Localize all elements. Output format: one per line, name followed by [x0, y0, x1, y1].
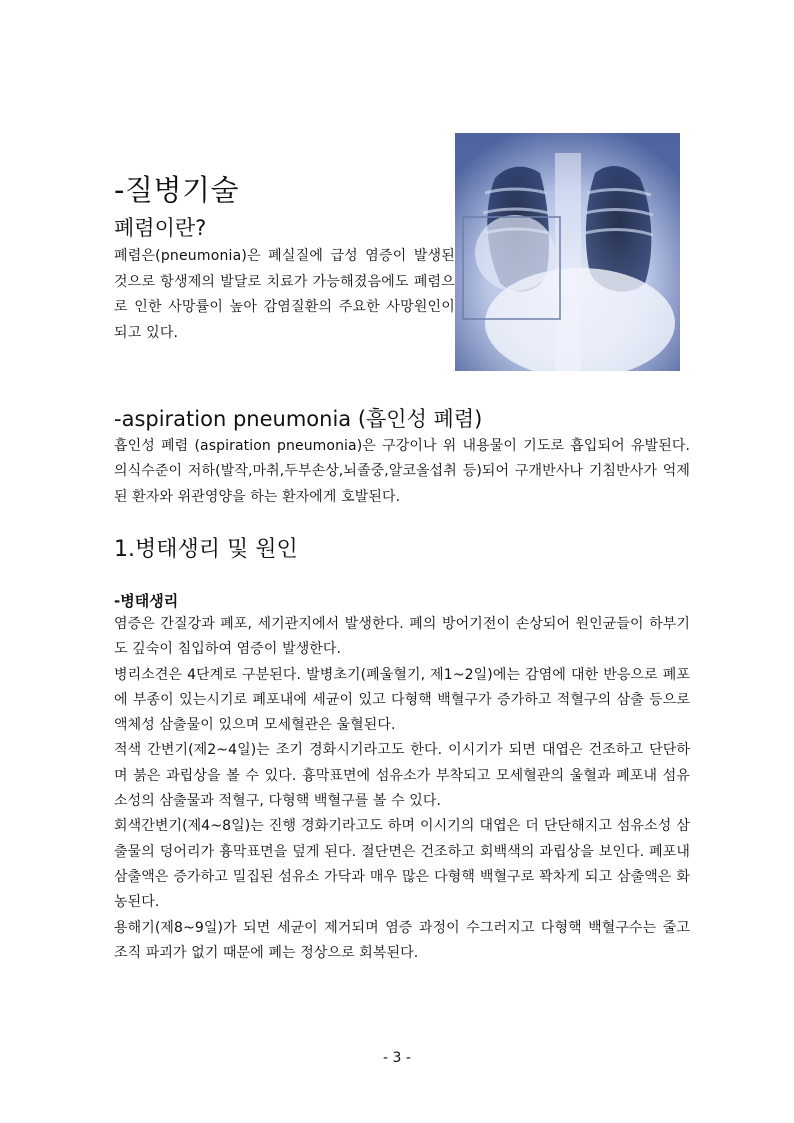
- heading-aspiration-pneumonia: -aspiration pneumonia (흡인성 폐렴): [114, 407, 483, 431]
- pathophysiology-paragraph: 용해기(제8~9일)가 되면 세균이 제거되며 염증 과정이 수그러지고 다형핵 백혈구수는 줄고 조직 파괴가 없기 때문에 폐는 정상으로 회복된다.: [114, 919, 690, 961]
- pathophysiology-paragraph: 병리소견은 4단계로 구분된다. 발병초기(폐울혈기, 제1~2일)에는 감염에 대한 반응으로 폐포에 부종이 있는시기로 폐포내에 세균이 있고 다형핵 백혈구가 증가하고 적혈구의 삼출 등으로 액체성 삼출물이 있으며 모세혈관은 울혈된다.: [114, 666, 690, 734]
- intro-paragraph: 폐렴은(pneumonia)은 폐실질에 급성 염증이 발생된 것으로 항생제의 발달로 치료가 가능해졌음에도 폐렴으로 인한 사망률이 높아 감염질환의 주요한 사망원인이 되고 있다.: [114, 248, 455, 341]
- pathophysiology-paragraph: 적색 간변기(제2~4일)는 조기 경화시기라고도 한다. 이시기가 되면 대엽은 건조하고 단단하며 붉은 과립상을 볼 수 있다. 흉막표면에 섬유소가 부착되고 모세혈관의 울혈과 폐포내 섬유소성의 삼출물과 적혈구, 다형핵 백혈구를 볼 수 있다.: [114, 742, 690, 810]
- aspiration-paragraph: 흡인성 폐렴 (aspiration pneumonia)은 구강이나 위 내용물이 기도로 흡입되어 유발된다. 의식수준이 저하(발작,마취,두부손상,뇌졸중,알코올섭취 등)되어 구개반사나 기침반사가 억제된 환자와 위관영양을 하는 환자에게 호발된다.: [114, 438, 690, 505]
- heading-what-is-pneumonia: 폐렴이란?: [114, 216, 207, 240]
- pathophysiology-paragraph: 염증은 간질강과 폐포, 세기관지에서 발생한다. 폐의 방어기전이 손상되어 원인균들이 하부기도 깊숙이 침입하여 염증이 발생한다.: [114, 616, 690, 658]
- subheading-pathophysiology: -병태생리: [114, 592, 179, 610]
- section-heading-disease: -질병기술: [114, 173, 240, 207]
- pathophysiology-paragraph: 회색간변기(제4~8일)는 진행 경화기라고도 하며 이시기의 대엽은 더 단단해지고 섬유소성 삼출물의 덩어리가 흉막표면을 덮게 된다. 절단면은 건조하고 회백색의 과립상을 보인다. 폐포내 삼출액은 증가하고 밀집된 섬유소 가닥과 매우 많은 다형핵 백혈구로 꽉차게 되고 삼출액은 화농된다.: [114, 818, 690, 911]
- page-number: - 3 -: [383, 1050, 411, 1066]
- chest-xray-image: [455, 133, 680, 371]
- pathophysiology-body: [114, 612, 690, 966]
- heading-pathophysiology-and-causes: 1.병태생리 및 원인: [114, 537, 298, 562]
